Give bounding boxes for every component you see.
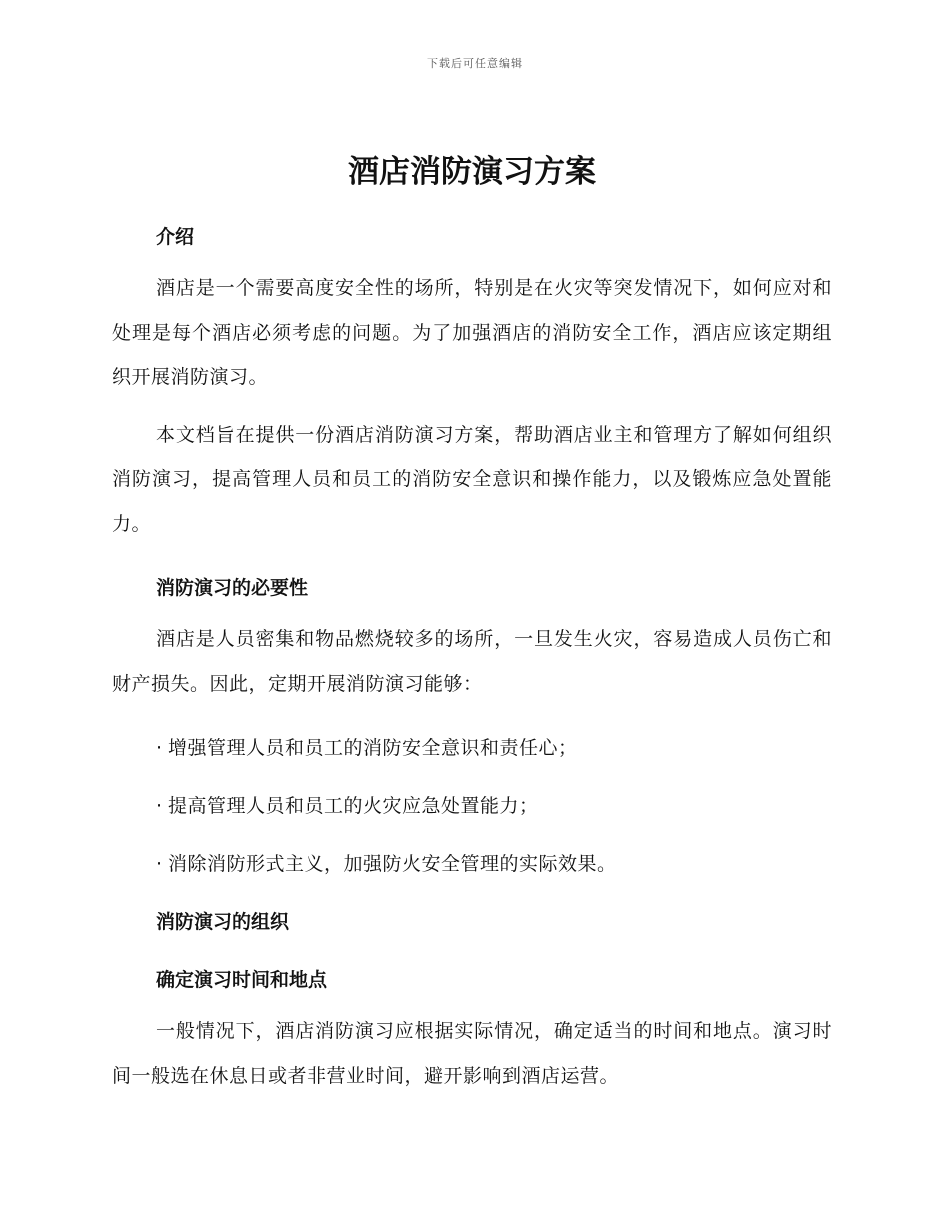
bullet-marker: · (156, 853, 163, 875)
paragraph-intro-2: 本文档旨在提供一份酒店消防演习方案，帮助酒店业主和管理方了解如何组织消防演习，提高管理人员和员工的消防安全意识和操作能力，以及锻炼应急处置能力。 (112, 423, 832, 535)
paragraph-intro-1: 酒店是一个需要高度安全性的场所，特别是在火灾等突发情况下，如何应对和处理是每个酒店必须考虑的问题。为了加强酒店的消防安全工作，酒店应该定期组织开展消防演习。 (112, 277, 832, 388)
paragraph-time-place-1: 一般情况下，酒店消防演习应根据实际情况，确定适当的时间和地点。演习时间一般选在休息日或者非营业时间，避开影响到酒店运营。 (112, 1020, 832, 1087)
section-heading-intro: 介绍 (156, 226, 195, 248)
section-heading-time-place: 确定演习时间和地点 (156, 969, 328, 991)
bullet-item (112, 719, 832, 777)
document-body (112, 148, 832, 1111)
document-title: 酒店消防演习方案 (348, 154, 596, 190)
section-heading-necessity: 消防演习的必要性 (156, 577, 309, 599)
bullet-marker: · (156, 795, 163, 817)
paragraph-necessity-1: 酒店是人员密集和物品燃烧较多的场所，一旦发生火灾，容易造成人员伤亡和财产损失。因此，定期开展消防演习能够： (112, 628, 832, 695)
bullet-item (112, 777, 832, 835)
bullet-marker: · (156, 737, 163, 759)
bullet-text: 提高管理人员和员工的火灾应急处置能力； (168, 795, 539, 817)
page-header-note: 下载后可任意编辑 (427, 57, 523, 70)
bullet-text: 消除消防形式主义，加强防火安全管理的实际效果。 (168, 853, 617, 875)
bullet-text: 增强管理人员和员工的消防安全意识和责任心； (168, 737, 578, 759)
bullet-item (112, 835, 832, 893)
section-heading-organization: 消防演习的组织 (156, 911, 290, 933)
